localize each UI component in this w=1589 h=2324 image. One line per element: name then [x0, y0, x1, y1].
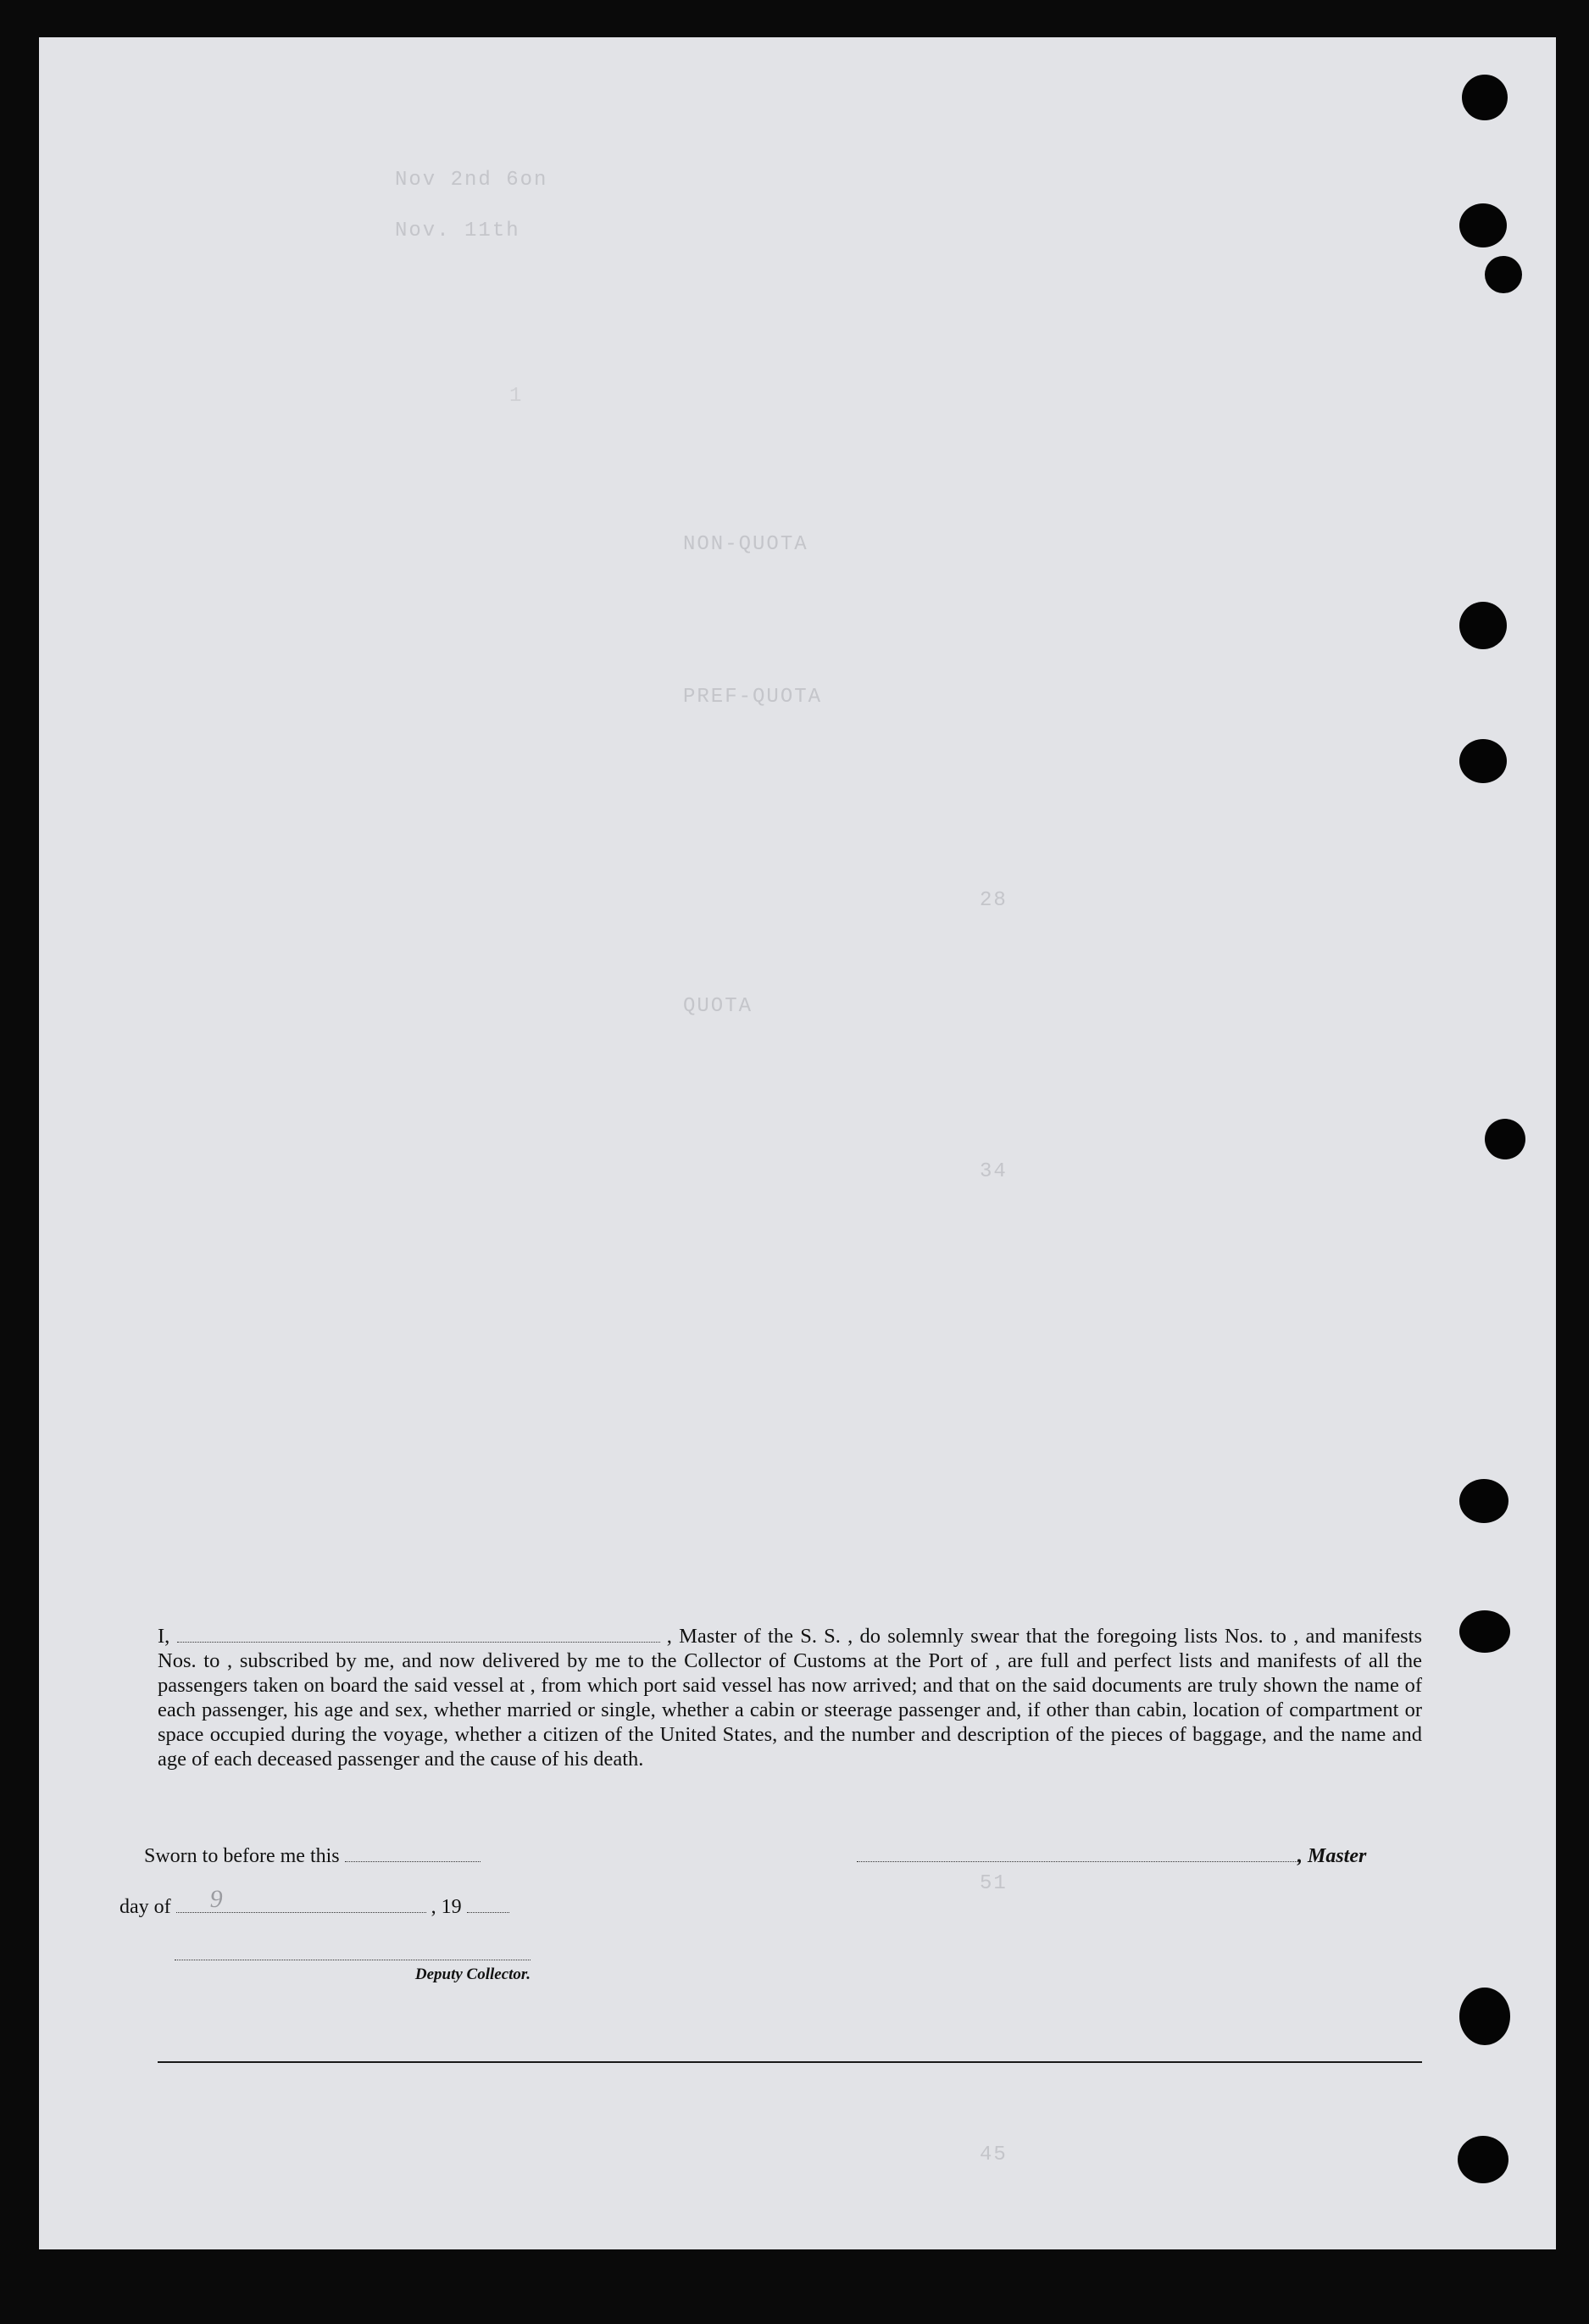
oath-paragraph — [158, 1624, 1422, 1771]
day-field[interactable] — [176, 1885, 426, 1913]
faint-entry: NON-QUOTA — [683, 533, 808, 556]
year-label: , 19 — [431, 1896, 462, 1918]
binder-hole — [1459, 739, 1507, 783]
faint-page-marker: 1 — [509, 385, 524, 408]
faint-header-line-1: Nov 2nd 6on — [395, 169, 548, 192]
faint-entry: PREF-QUOTA — [683, 686, 823, 709]
faint-entry: 34 — [980, 1160, 1008, 1183]
deputy-label: Deputy Collector. — [414, 1965, 531, 1983]
document-page — [39, 37, 1556, 2249]
binder-hole — [1458, 2136, 1508, 2183]
binder-hole — [1459, 1479, 1508, 1523]
binder-hole — [1462, 75, 1508, 120]
master-name-field[interactable] — [177, 1626, 660, 1643]
day-line — [119, 1885, 509, 1919]
binder-hole — [1485, 1119, 1525, 1159]
day-label: day of — [119, 1896, 171, 1918]
binder-hole — [1459, 1988, 1510, 2045]
sworn-label: Sworn to before me this — [144, 1845, 340, 1867]
sworn-line — [144, 1845, 481, 1868]
faint-entry: 28 — [980, 889, 1008, 912]
binder-hole — [1459, 203, 1507, 247]
faint-entry: QUOTA — [683, 995, 753, 1018]
oath-pronoun: I, — [158, 1625, 170, 1648]
sworn-date-field[interactable] — [345, 1846, 481, 1862]
binder-hole — [1459, 1610, 1510, 1653]
oath-text: , Master of the S. S. , do solemnly swear that the foregoing lists Nos. to , and manifests Nos. to , subscribed by me, and now delivered by me to the Collector of Customs at the Port of , are full and perfect lists and manifests of all the passengers taken on board the said vessel at , from which port said vessel has now arrived; and that on the said documents are truly shown the name of each passenger, his age and sex, whether married or single, whether a cabin or steerage passenger and, if other than cabin, location of compartment or space occupied during the voyage, whether a citizen of the United States, and the number and description of the pieces of baggage, and the name and age of each deceased passenger and the cause of his death. — [158, 1625, 1422, 1771]
deputy-signature-field[interactable] — [175, 1944, 531, 1960]
binder-hole — [1485, 256, 1522, 293]
year-field[interactable] — [467, 1897, 509, 1913]
faint-header-line-2: Nov. 11th — [395, 220, 520, 242]
bottom-rule — [158, 2061, 1422, 2063]
faint-entry: 45 — [980, 2143, 1008, 2166]
master-signature-line — [857, 1845, 1366, 1868]
day-value: 9 — [209, 1885, 223, 1913]
binder-hole — [1459, 602, 1507, 649]
master-label: , Master — [1297, 1845, 1367, 1867]
faint-entry: 51 — [980, 1872, 1008, 1895]
deputy-collector-block — [175, 1944, 531, 1984]
master-signature-field[interactable] — [857, 1846, 1297, 1862]
